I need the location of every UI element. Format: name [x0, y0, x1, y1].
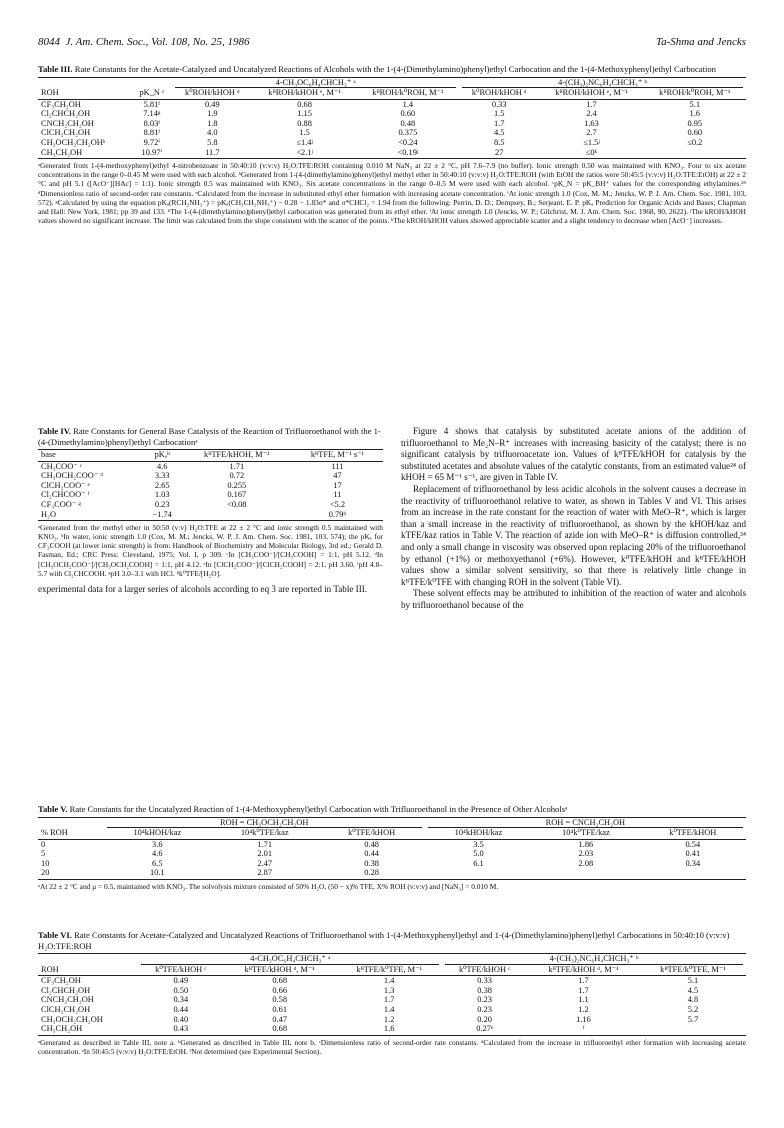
table-cell [182, 510, 292, 521]
table-cell: 0.23 [477, 1004, 492, 1014]
table-cell: 0.95 [687, 118, 703, 128]
table-cell: 1.4 [383, 976, 395, 986]
column-header: k⁰ROH/kHOH ᵈ [459, 88, 539, 99]
table-row [38, 500, 383, 510]
table-cell: 0.375 [398, 128, 418, 138]
table-cell: <0.24 [398, 138, 418, 148]
table-row [38, 128, 746, 138]
table-cell: 1.9 [207, 109, 218, 119]
column-header: kᴮTFE/kHOH ᵈ, M⁻¹ [223, 965, 336, 976]
paragraph: Replacement of trifluoroethanol by less acidic alcohols in the solvent causes a decrease in the reactivity of trifluoroethanol relative to water, as shown in Tables V and VI. This arises from an increase in the rate constant for the reaction of water with MeO–R⁺, which is larger than a small increase in the reactivity of trifluoroethanol, as shown by the kHOH/kaz and kTFE/kaz ratios in Table V. The reaction of azide ion with MeO–R⁺ is diffusion controlled,²⁴ and only a small change in viscosity was observed upon replacing 20% of the trifluoroethanol by ethanol (+1%) or methoxyethanol (+6%). However, k⁰TFE/kHOH and kᴮTFE/kHOH values show a similar solvent sensitivity, so that there is relatively little change in kᴮTFE/k⁰TFE with changing ROH in the solvent (Table VI). [401, 483, 746, 587]
table-6-caption: Table VI. Rate Constants for Acetate-Catalyzed and Uncatalyzed Reactions of Trifluoroethanol with 1-(4-Methoxyphenyl)ethyl and 1-(4-(Dimethylamino)phenyl)ethyl Carbocations in 50:40:10 (v:v:v) H₂O:TFE:ROH [38, 930, 730, 951]
row-label: CF₃COO⁻ ᵍ [41, 499, 81, 509]
table-cell: 0.33 [477, 976, 492, 986]
column-header: kᴮROH/kHOH ᵉ, M⁻¹ [539, 88, 643, 99]
table-row [38, 109, 746, 119]
table-3-group-1: 4-CH₃OC₆H₄CHCH₃⁺ ᵃ [175, 78, 456, 89]
table-cell: 1.4 [402, 99, 414, 109]
column-header: kᴮTFE/k⁰TFE, M⁻¹ [640, 965, 746, 976]
table-cell: 0.58 [272, 995, 287, 1005]
table-cell: 6.1 [473, 858, 484, 868]
table-cell: ≤0.2 [687, 138, 703, 148]
table-3-group-2: 4-(CH₃)₂NC₆H₄CHCH₃⁺ ᵇ [462, 78, 743, 89]
table-cell: 5.1 [689, 99, 701, 109]
row-label: CH₃OCH₂CH₂OH [41, 1014, 103, 1024]
row-label: CH₃OCH₂CH₂OHʰ [41, 138, 106, 148]
row-label: CH₃COO⁻ ᶜ [41, 461, 82, 471]
column-header: ROH [38, 88, 131, 99]
column-header: ROH [38, 965, 138, 976]
table-cell: 2.08 [578, 858, 594, 868]
table-6 [38, 930, 746, 1056]
table-6-group-2: 4-(CH₃)₂NC₆H₄CHCH₃⁺ ᵇ [445, 954, 743, 965]
left-column [38, 426, 383, 595]
table-row [38, 995, 746, 1005]
table-cell: 0.72 [229, 471, 245, 481]
table-4-grid [38, 449, 383, 521]
table-row [38, 839, 746, 849]
table-cell: 47 [333, 471, 342, 481]
table-cell: ≤1.5ʲ [583, 138, 600, 148]
table-cell: 11 [333, 490, 342, 500]
table-cell: 4.6 [152, 849, 163, 859]
column-header: 10⁴kHOH/kaz [425, 828, 532, 839]
table-cell: 6.5 [152, 858, 163, 868]
paragraph: experimental data for a larger series of alcohols according to eq 3 are reported in Table III. [38, 583, 368, 594]
table-row [38, 1005, 746, 1015]
row-label: CH₃CH₂OH [38, 148, 131, 159]
column-header: pK_N ᶜ [131, 88, 172, 99]
table-cell: 5.7 [687, 1014, 699, 1024]
paragraph: These solvent effects may be attributed to inhibition of the reaction of water and alcohols by trifluoroethanol because of the [401, 588, 746, 610]
column-header: base [38, 450, 143, 462]
table-cell: 111 [331, 461, 344, 471]
row-label: CF₃CH₂OH [41, 976, 81, 986]
row-label: ClCH₂COO⁻ ᵉ [41, 480, 90, 490]
table-row [38, 99, 746, 109]
table-cell: 1.7 [578, 985, 589, 995]
table-cell: 1.16 [576, 1014, 591, 1024]
table-cell [640, 1024, 746, 1035]
row-label: 10 [41, 858, 50, 868]
row-label: 20 [38, 868, 104, 879]
row-label: Cl₂CHCOO⁻ ᶠ [41, 490, 90, 500]
table-cell: −1.74 [143, 510, 182, 521]
table-cell: 1.7 [383, 995, 395, 1005]
table-cell: 4.5 [493, 128, 505, 138]
table-cell: 3.5 [473, 839, 484, 849]
table-cell: 0.66 [272, 985, 287, 995]
table-cell: 4.5 [687, 985, 699, 995]
table-cell: 0.50 [173, 985, 189, 995]
row-label: Cl₂CHCH₂OH [41, 109, 91, 119]
table-cell: 2.7 [586, 128, 597, 138]
table-3-footnote: ᵃGenerated from 1-(4-methoxyphenyl)ethyl 4-nitrobenzoate in 50:40:10 (v:v:v) H₂O:TFE:ROH containing 0.010 M NaN₃ at 22 ± 2 °C, pH 7.6–7.9 (no buffer). Ionic strength 0.50 was maintained with KNO₃. Four to six acetate concentrations in the range 0–0.45 M were used with each alcohol. ᵇGenerated from 1-(4-(dimethylamino)phenyl)ethyl methyl ether in 50:40:10 (v:v:v) H₂O:TFE:ROH (with EtOH the ratios were 50:45:5 (v:v:v) H₂O:TFE:EtOH) at 22 ± 2 °C and pH 5.1 ([AcO⁻][HAc] = 1:1). Ionic strength 0.5 was maintained with KNO₃. Six acetate concentrations in the range 0–0.5 M were used with each alcohol. ᶜpK_N = pK_BH⁺ values for the corresponding ethylamines.²⁵ ᵈDimensionless ratio of second-order rate constants. ᵉCalculated from the increase in substituted ethyl ether formation with increasing acetate concentration. ᶠAt ionic strength 1.0 (Cox, M. M.; Jencks, W. P. J. Am. Chem. Soc. 1981, 103, 572). ᵍCalculated by using the equation pKₐ(RCH₂NH₃⁺) = pKₐ(CH₃CH₂NH₃⁺) − 0.28 − 1.83σ* and σ*CHCl₂ = 1.94 from the following: Perrin, D. D.; Dempsey, B.; Serjeant, E. P. pKₐ Prediction for Organic Acids and Bases; Chapman and Hall: New York, 1981; pp 39 and 133. ʰThe 1-(4-(dimethylamino)phenyl)ethyl carbocation was generated from its ethyl ether. ⁱAt ionic strength 1.0 (Jencks, W. P.; Gilchrist, M. J. Am. Chem. Soc. 1968, 90, 2622). ʲThe kROH/kHOH values showed no significant increase. The limit was calculated from the slope consistent with the scatter of the points. ᵏThe kROH/kHOH values showed appreciable scatter and a slight tendency to decrease when [AcO⁻] increases. [38, 161, 746, 225]
table-cell: 3.33 [154, 471, 170, 481]
table-4-caption: Table IV. Rate Constants for General Base Catalysis of the Reaction of Trifluoroethanol with the 1-(4-(Dimethylamino)phenyl)ethyl Carbocationᵃ [38, 426, 381, 447]
table-cell: 0.38 [364, 858, 379, 868]
row-label: CNCH₂CH₂OH [41, 995, 94, 1005]
table-cell: 1.63 [584, 118, 599, 128]
table-cell: 0.68 [223, 1024, 336, 1035]
column-header: pKₐᵇ [143, 450, 182, 462]
table-5-footnote: ᵃAt 22 ± 2 °C and μ = 0.5, maintained with KNO₃. The solvolysis mixture consisted of 50% H₂O, (50 − x)% TFE, X% ROH (v:v:v) and [NaN₃] = 0.010 M. [38, 882, 499, 892]
table-cell: 2.65 [154, 480, 170, 490]
table-cell [532, 868, 640, 879]
table-row [38, 510, 383, 521]
row-label: 0 [41, 839, 46, 849]
row-label: ClCH₂CH₂OH [41, 128, 91, 138]
table-row [38, 868, 746, 879]
table-cell: 4.0 [207, 128, 218, 138]
column-header: 10⁴k⁰TFE/kaz [532, 828, 640, 839]
table-cell: 1.6 [336, 1024, 442, 1035]
table-cell [644, 148, 746, 159]
table-cell: 2.87 [211, 868, 319, 879]
table-cell: 1.86 [578, 839, 594, 849]
table-cell: 10.1 [104, 868, 211, 879]
table-row [38, 849, 746, 859]
table-row [38, 119, 746, 129]
table-cell [640, 868, 746, 879]
column-header: k⁰TFE/kHOH ᶜ [138, 965, 223, 976]
table-cell: 0.41 [685, 849, 701, 859]
table-cell: 0.54 [685, 839, 701, 849]
column-header: 10⁴k⁰TFE/kaz [211, 828, 319, 839]
table-cell: 5.2 [687, 1004, 699, 1014]
table-cell: 0.255 [227, 480, 247, 490]
table-3-grid [38, 77, 746, 160]
table-cell: 5.1 [687, 976, 699, 986]
column-header: kᴮTFE, M⁻¹ s⁻¹ [292, 450, 383, 462]
table-cell: 8.81ᶠ [143, 128, 161, 138]
table-cell: <0.19ʲ [357, 148, 459, 159]
column-header: kᴮTFE/kHOH ᵈ, M⁻¹ [527, 965, 640, 976]
table-row [38, 471, 383, 481]
table-cell: 0.60 [400, 109, 416, 119]
table-cell: 0.48 [364, 839, 379, 849]
table-cell: 1.8 [207, 118, 218, 128]
table-cell: ≤0ᵏ [539, 148, 643, 159]
table-cell: 0.61 [272, 1004, 287, 1014]
table-row [38, 461, 383, 471]
paragraph: Figure 4 shows that catalysis by substituted acetate anions of the addition of trifluoroethanol to Me₂N–R⁺ increases with increasing basicity of the catalyst; there is no significant catalysis by trifluoroacetate ion. Values of kᴮTFE/kHOH for catalysis by the substituted acetates and absolute values of the catalytic constants, from an estimated value²⁴ of kHOH = 65 M⁻¹ s⁻¹, are given in Table IV. [401, 426, 746, 483]
table-cell: 0.68 [272, 976, 287, 986]
table-cell: 1.7 [493, 118, 505, 128]
table-cell: 0.23 [477, 995, 492, 1005]
table-6-footnote: ᵃGenerated as described in Table III, note a. ᵇGenerated as described in Table III, note b. ᶜDimensionless ratio of second-order rate constants. ᵈCalculated from the increase in trifluoroethyl ether formation with increasing acetate concentration. ᵉIn 50:45:5 (v:v:v) H₂O:TFE:EtOH. ᶠNot determined (see Experimental Section). [38, 1037, 746, 1056]
table-5 [38, 804, 746, 891]
table-cell: 2.03 [578, 849, 594, 859]
table-cell: 1.4 [383, 1004, 395, 1014]
table-cell: ᶠ [527, 1024, 640, 1035]
column-header: k⁰ROH/kHOH ᵈ [172, 88, 252, 99]
right-body-text [401, 426, 746, 612]
table-cell: 0.20 [477, 1014, 492, 1024]
table-cell: 5.8 [207, 138, 218, 148]
table-cell: 2.01 [257, 849, 273, 859]
table-cell: 0.23 [154, 499, 170, 509]
table-5-group-2: ROH = CNCH₂CH₂OH [428, 818, 743, 829]
left-body-text [38, 584, 383, 596]
table-cell: <0.08 [227, 499, 247, 509]
table-cell: <5.2 [329, 499, 346, 509]
row-label: CH₃OCH₂COO⁻ ᵈ [41, 471, 103, 481]
table-cell: 0.49 [205, 99, 220, 109]
table-3-caption: Table III. Rate Constants for the Acetate-Catalyzed and Uncatalyzed Reactions of Alcohols with the 1-(4-(Dimethylamino)phenyl)ethyl Carbocation and the 1-(4-Methoxyphenyl)ethyl Carbocation [38, 64, 716, 74]
table-row [38, 481, 383, 491]
table-row [38, 1015, 746, 1025]
row-label: H₂O [38, 510, 143, 521]
table-cell: 1.2 [383, 1014, 395, 1024]
row-label: CH₃CH₂OH [38, 1024, 138, 1035]
table-cell: 11.7 [172, 148, 252, 159]
column-header: kᴮROH/k⁰ROH, M⁻¹ [644, 88, 746, 99]
table-cell: 1.5 [493, 109, 505, 119]
table-cell: 0.48 [400, 118, 416, 128]
journal-citation [38, 36, 250, 48]
table-cell: <2.1ʲ [253, 148, 357, 159]
table-5-caption: Table V. Rate Constants for the Uncatalyzed Reaction of 1-(4-Methoxyphenyl)ethyl Carbocation with Trifluoroethanol in the Presence of Other Alcoholsᵃ [38, 804, 568, 814]
table-cell: 2.4 [586, 109, 597, 119]
table-cell: 0.167 [227, 490, 247, 500]
table-row [38, 986, 746, 996]
table-6-group-1: 4-CH₃OC₆H₄CHCH₃⁺ ᵃ [141, 954, 439, 965]
table-cell: 1.3 [383, 985, 395, 995]
table-cell: 0.60 [687, 128, 703, 138]
column-header: 10⁴kHOH/kaz [104, 828, 211, 839]
table-cell: 1.7 [578, 976, 589, 986]
table-row [38, 859, 746, 869]
table-row [38, 148, 746, 159]
table-cell: 2.47 [257, 858, 273, 868]
table-cell: 0.34 [685, 858, 701, 868]
table-cell: 0.34 [173, 995, 189, 1005]
table-cell: 0.38 [477, 985, 492, 995]
table-cell: 5.0 [473, 849, 484, 859]
table-row [38, 490, 383, 500]
table-row [38, 138, 746, 148]
table-cell: 0.49 [173, 976, 189, 986]
column-header: kᴮROH/kHOH ᵉ, M⁻¹ [253, 88, 357, 99]
table-cell: 1.15 [297, 109, 312, 119]
running-head [38, 36, 746, 52]
table-cell: 0.27ᵉ [442, 1024, 527, 1035]
table-cell: 1.71 [257, 839, 273, 849]
column-header: kᴮROH/k⁰ROH, M⁻¹ [357, 88, 459, 99]
table-5-grid [38, 817, 746, 881]
table-cell: 0.43 [138, 1024, 223, 1035]
table-cell: 1.7 [586, 99, 597, 109]
page-number: 8044 [38, 36, 60, 48]
table-cell [425, 868, 532, 879]
table-cell: 0.33 [491, 99, 507, 109]
table-cell: 4.8 [687, 995, 699, 1005]
table-cell: 1.2 [578, 1004, 589, 1014]
column-header: k⁰TFE/kHOH [318, 828, 424, 839]
journal-name: J. Am. Chem. Soc., Vol. 108, No. 25, 1986 [65, 36, 250, 48]
table-cell: 1.03 [154, 490, 170, 500]
table-cell: 0.44 [364, 849, 379, 859]
table-cell: 1.5 [299, 128, 310, 138]
table-6-grid [38, 953, 746, 1036]
table-cell: ≤1.4ʲ [296, 138, 313, 148]
table-cell: 27 [459, 148, 539, 159]
table-cell: 9.72ⁱ [143, 138, 160, 148]
table-cell: 8.03ᶠ [143, 118, 161, 128]
table-cell: 8.5 [493, 138, 505, 148]
row-label: ClCH₂CH₂OH [41, 1004, 91, 1014]
row-label: CNCH₂CH₂OH [41, 118, 94, 128]
row-label: CF₃CH₂OH [41, 99, 81, 109]
table-cell: 0.47 [272, 1014, 287, 1024]
table-cell: 17 [333, 480, 342, 490]
table-cell: 7.14ᵍ [143, 109, 161, 119]
table-cell: 0.44 [173, 1004, 189, 1014]
table-row [38, 1024, 746, 1035]
table-cell: 5.81ᶠ [143, 99, 161, 109]
table-4-footnote: ᵃGenerated from the methyl ether in 50:50 (v:v) H₂O:TFE at 22 ± 2 °C and ionic strength 0.5 maintained with KNO₃. ᵇIn water, ionic strength 1.0 (Cox, M. M.; Jencks, W. P. J. Am. Chem. Soc. 1981, 103, 574); the pKₐ for CF₃COOH (at lower ionic strength) is from: Handbook of Biochemistry and Molecular Biology, 3rd ed.; Gerald D. Fasman, Ed.; CRC Press: Cleveland, 1975; Vol. I, p 309. ᶜIn [CH₃COO⁻]/[CH₃COOH] = 1:1, pH 5.12. ᵈIn [CH₃OCH₂COO⁻]/[CH₃OCH₂COOH] = 1:1, pH 4.12. ᵉIn [ClCH₂COO⁻]/[ClCH₂COOH] = 2:1, pH 3.60. ᶠpH 4.8–5.7 with Cl₂CHCOOH. ᵍpH 3.0–3.1 with HCl. ʰk⁰TFE/[H₂O]. [38, 523, 383, 578]
table-cell: 10.97ⁱ [131, 148, 172, 159]
table-row [38, 976, 746, 986]
table-cell: 1.71 [229, 461, 245, 471]
table-3 [38, 64, 746, 225]
row-label: 5 [41, 849, 46, 859]
running-authors: Ta-Shma and Jencks [655, 36, 746, 48]
table-cell: 4.6 [156, 461, 168, 471]
column-header: k⁰TFE/kHOH [640, 828, 746, 839]
table-5-group-1: ROH = CH₃OCH₂CH₂OH [107, 818, 422, 829]
right-column [401, 426, 746, 612]
column-header: kᴮTFE/k⁰TFE, M⁻¹ [336, 965, 442, 976]
table-cell: 0.88 [297, 118, 312, 128]
table-cell: 1.1 [578, 995, 589, 1005]
table-cell: 0.28 [318, 868, 424, 879]
column-header: kᴮTFE/kHOH, M⁻¹ [182, 450, 292, 462]
row-label: Cl₂CHCH₂OH [41, 985, 91, 995]
table-cell: 3.6 [152, 839, 163, 849]
column-header: k⁰TFE/kHOH ᶜ [442, 965, 527, 976]
table-cell: 0.79ʰ [292, 510, 383, 521]
column-header: % ROH [38, 828, 104, 839]
table-cell: 1.6 [689, 109, 701, 119]
table-cell: 0.68 [297, 99, 312, 109]
table-cell: 0.40 [173, 1014, 189, 1024]
